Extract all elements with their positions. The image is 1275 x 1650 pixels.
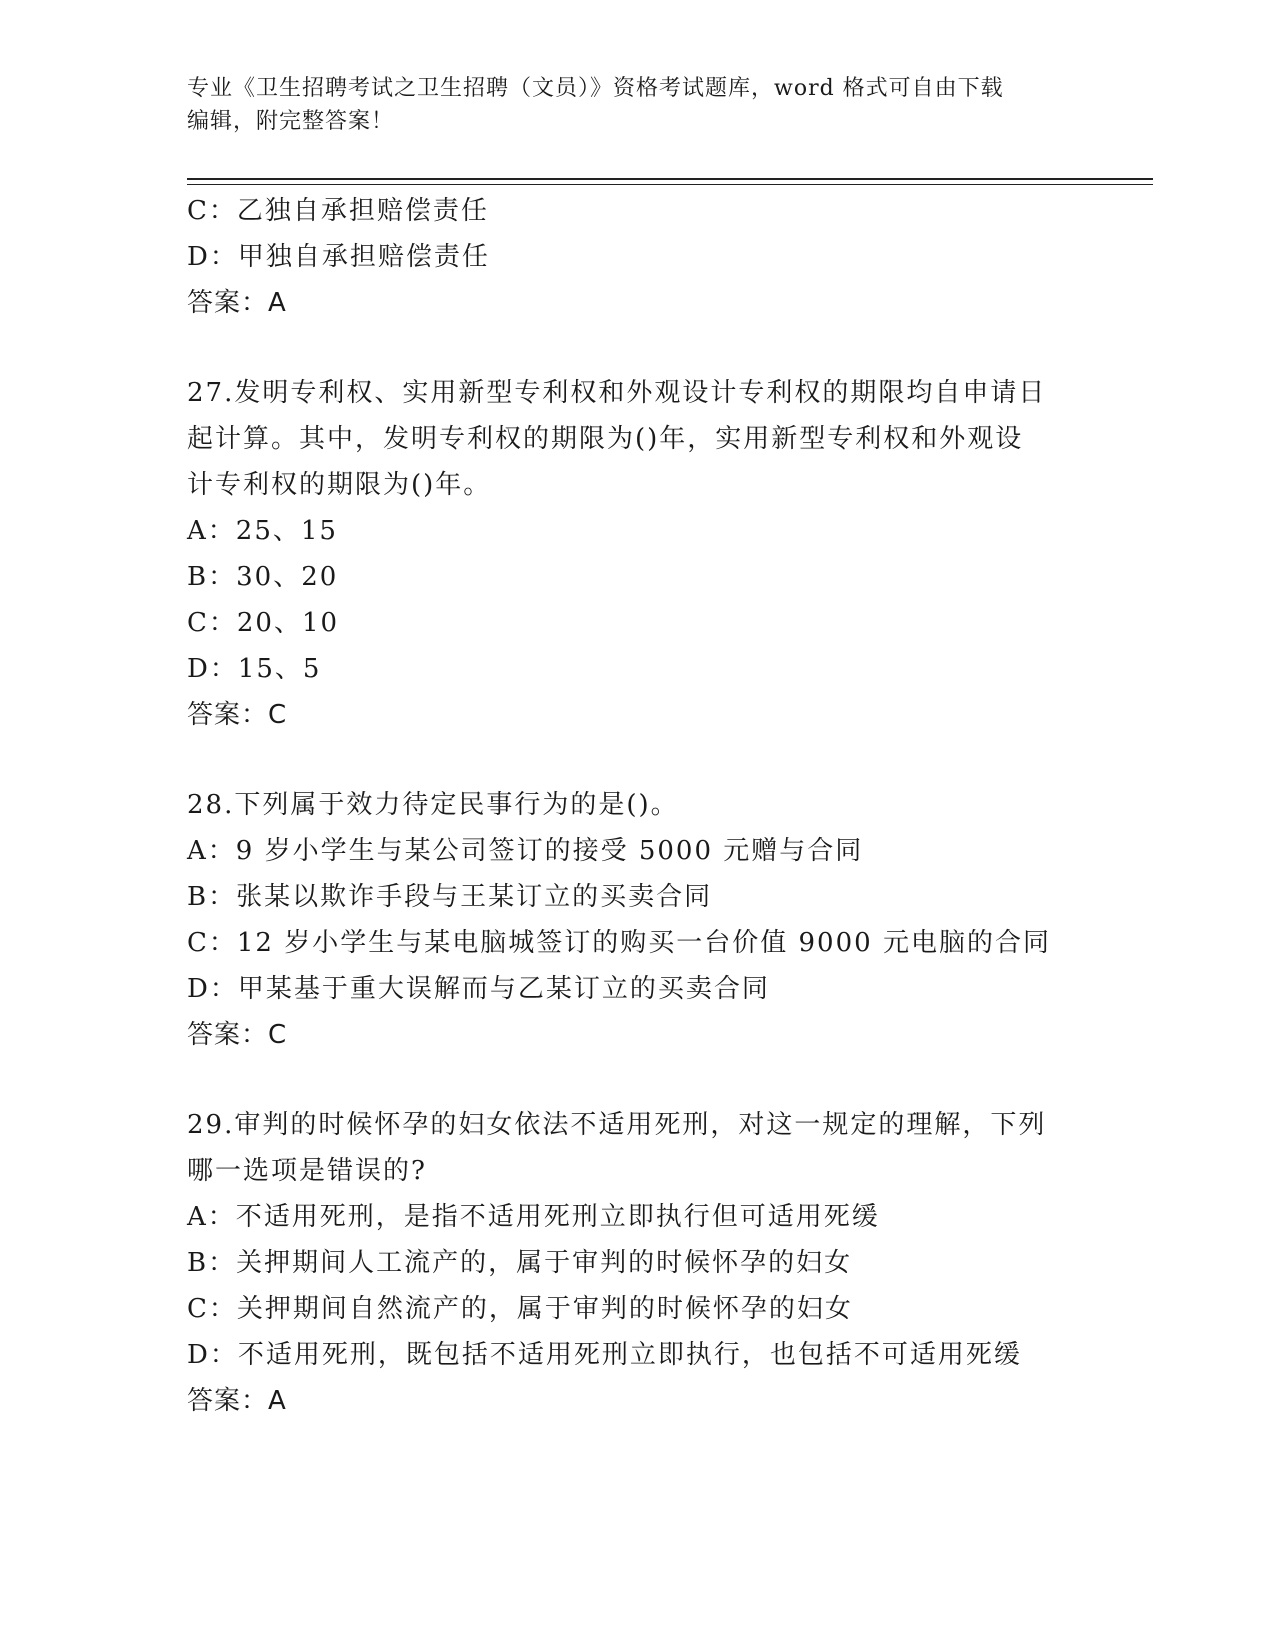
question-gap: [187, 738, 1087, 782]
question-stem-line: 29.审判的时候怀孕的妇女依法不适用死刑，对这一规定的理解，下列: [187, 1110, 1047, 1140]
answer-line: 答案：A: [187, 1386, 287, 1416]
answer-line: 答案：C: [187, 1020, 288, 1050]
option-d: D：15、5: [187, 654, 322, 684]
header-line-1: 专业《卫生招聘考试之卫生招聘（文员）》资格考试题库，word 格式可自由下载: [187, 76, 1004, 101]
question-26-continued: [187, 188, 1087, 326]
option-c: C：20、10: [187, 608, 340, 638]
question-stem-line: 计专利权的期限为()年。: [187, 470, 492, 500]
option-c: C：乙独自承担赔偿责任: [187, 196, 489, 226]
question-stem-line: 27.发明专利权、实用新型专利权和外观设计专利权的期限均自申请日: [187, 378, 1047, 408]
option-c: C：关押期间自然流产的，属于审判的时候怀孕的妇女: [187, 1294, 853, 1324]
option-d: D：甲某基于重大误解而与乙某订立的买卖合同: [187, 974, 770, 1004]
option-d: D：甲独自承担赔偿责任: [187, 242, 490, 272]
option-a: A：不适用死刑，是指不适用死刑立即执行但可适用死缓: [187, 1202, 880, 1232]
header-rule-thick: [187, 178, 1153, 180]
question-gap: [187, 1058, 1087, 1102]
option-b: B：张某以欺诈手段与王某订立的买卖合同: [187, 882, 713, 912]
question-stem-line: 28.下列属于效力待定民事行为的是()。: [187, 790, 679, 820]
question-content: [187, 188, 1087, 1424]
question-gap: [187, 326, 1087, 370]
option-d: D：不适用死刑，既包括不适用死刑立即执行，也包括不可适用死缓: [187, 1340, 1022, 1370]
option-a: A：25、15: [187, 516, 338, 546]
option-c: C：12 岁小学生与某电脑城签订的购买一台价值 9000 元电脑的合同: [187, 928, 1051, 958]
question-27: [187, 370, 1087, 738]
option-a: A：9 岁小学生与某公司签订的接受 5000 元赠与合同: [187, 836, 864, 866]
answer-line: 答案：A: [187, 288, 287, 318]
question-stem-line: 起计算。其中，发明专利权的期限为()年，实用新型专利权和外观设: [187, 424, 1024, 454]
header-line-2: 编辑，附完整答案！: [187, 109, 395, 134]
question-stem-line: 哪一选项是错误的?: [187, 1156, 427, 1186]
question-29: [187, 1102, 1087, 1424]
header-rule-thin: [187, 184, 1153, 185]
document-header: [187, 72, 1087, 138]
question-28: [187, 782, 1087, 1058]
option-b: B：关押期间人工流产的，属于审判的时候怀孕的妇女: [187, 1248, 853, 1278]
answer-line: 答案：C: [187, 700, 288, 730]
option-b: B：30、20: [187, 562, 339, 592]
